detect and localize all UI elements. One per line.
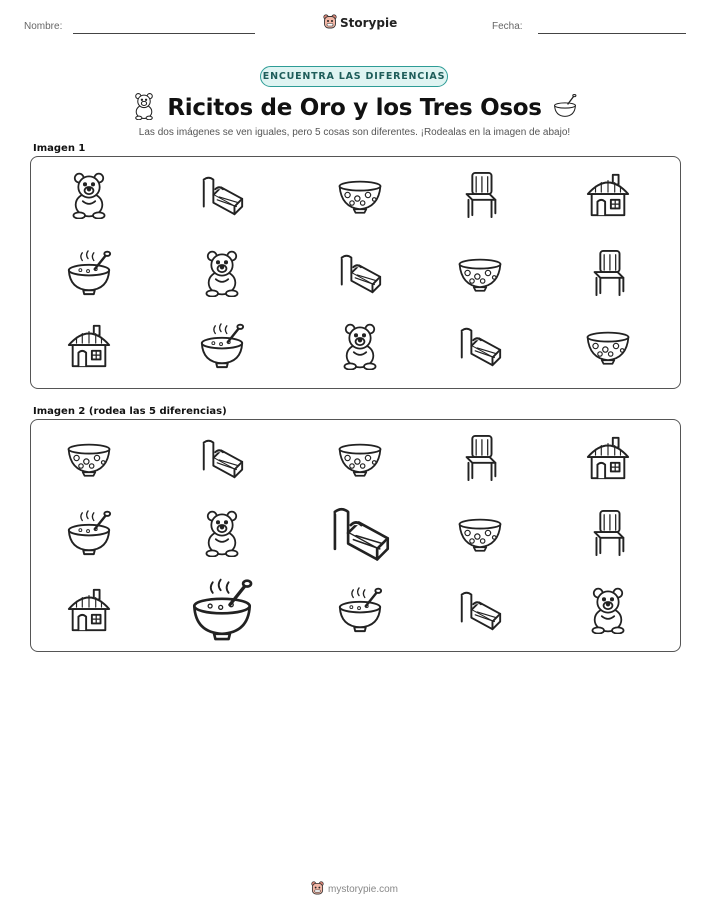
bear-icon[interactable]	[584, 586, 632, 634]
date-label: Fecha:	[492, 21, 523, 32]
porridge-icon[interactable]	[189, 577, 255, 643]
page-title: Ricitos de Oro y los Tres Osos	[167, 95, 542, 121]
cottage-icon[interactable]	[584, 171, 632, 219]
bowl-icon[interactable]	[456, 509, 504, 557]
bed-icon[interactable]	[336, 249, 384, 297]
bed-icon[interactable]	[198, 171, 246, 219]
footer	[0, 881, 709, 898]
cottage-icon[interactable]	[584, 434, 632, 482]
bed-icon[interactable]	[327, 500, 393, 566]
chair-icon[interactable]	[456, 171, 504, 219]
footer-url: mystorypie.com	[327, 884, 398, 895]
bed-icon[interactable]	[456, 586, 504, 634]
bed-icon[interactable]	[456, 322, 504, 370]
instructions: Las dos imágenes se ven iguales, pero 5 cosas son diferentes. ¡Rodealas en la imagen de abajo!	[138, 127, 571, 138]
storypie-mascot-icon	[311, 881, 324, 898]
brand-name: Storypie	[340, 16, 398, 30]
image1-label: Imagen 1	[33, 143, 86, 154]
bear-icon[interactable]	[336, 322, 384, 370]
porridge-icon[interactable]	[65, 509, 113, 557]
bowl-icon[interactable]	[456, 249, 504, 297]
chair-icon[interactable]	[584, 509, 632, 557]
bear-icon[interactable]	[65, 171, 113, 219]
bowl-icon[interactable]	[336, 171, 384, 219]
porridge-icon[interactable]	[336, 586, 384, 634]
porridge-icon	[552, 93, 578, 123]
porridge-icon[interactable]	[65, 249, 113, 297]
name-label: Nombre:	[24, 21, 63, 32]
cottage-icon[interactable]	[65, 322, 113, 370]
name-line[interactable]	[73, 33, 255, 34]
bowl-icon[interactable]	[65, 434, 113, 482]
brand-logo	[323, 14, 397, 32]
chair-icon[interactable]	[584, 249, 632, 297]
bowl-icon[interactable]	[336, 434, 384, 482]
image2-label: Imagen 2 (rodea las 5 diferencias)	[33, 406, 227, 417]
cottage-icon[interactable]	[65, 586, 113, 634]
bed-icon[interactable]	[198, 434, 246, 482]
chair-icon[interactable]	[456, 434, 504, 482]
bear-icon	[131, 92, 157, 124]
date-line[interactable]	[538, 33, 686, 34]
bear-icon[interactable]	[198, 509, 246, 557]
activity-badge: ENCUENTRA LAS DIFERENCIAS	[260, 66, 448, 87]
porridge-icon[interactable]	[198, 322, 246, 370]
title-row	[0, 92, 709, 124]
storypie-mascot-icon	[323, 14, 337, 32]
bowl-icon[interactable]	[584, 322, 632, 370]
bear-icon[interactable]	[198, 249, 246, 297]
